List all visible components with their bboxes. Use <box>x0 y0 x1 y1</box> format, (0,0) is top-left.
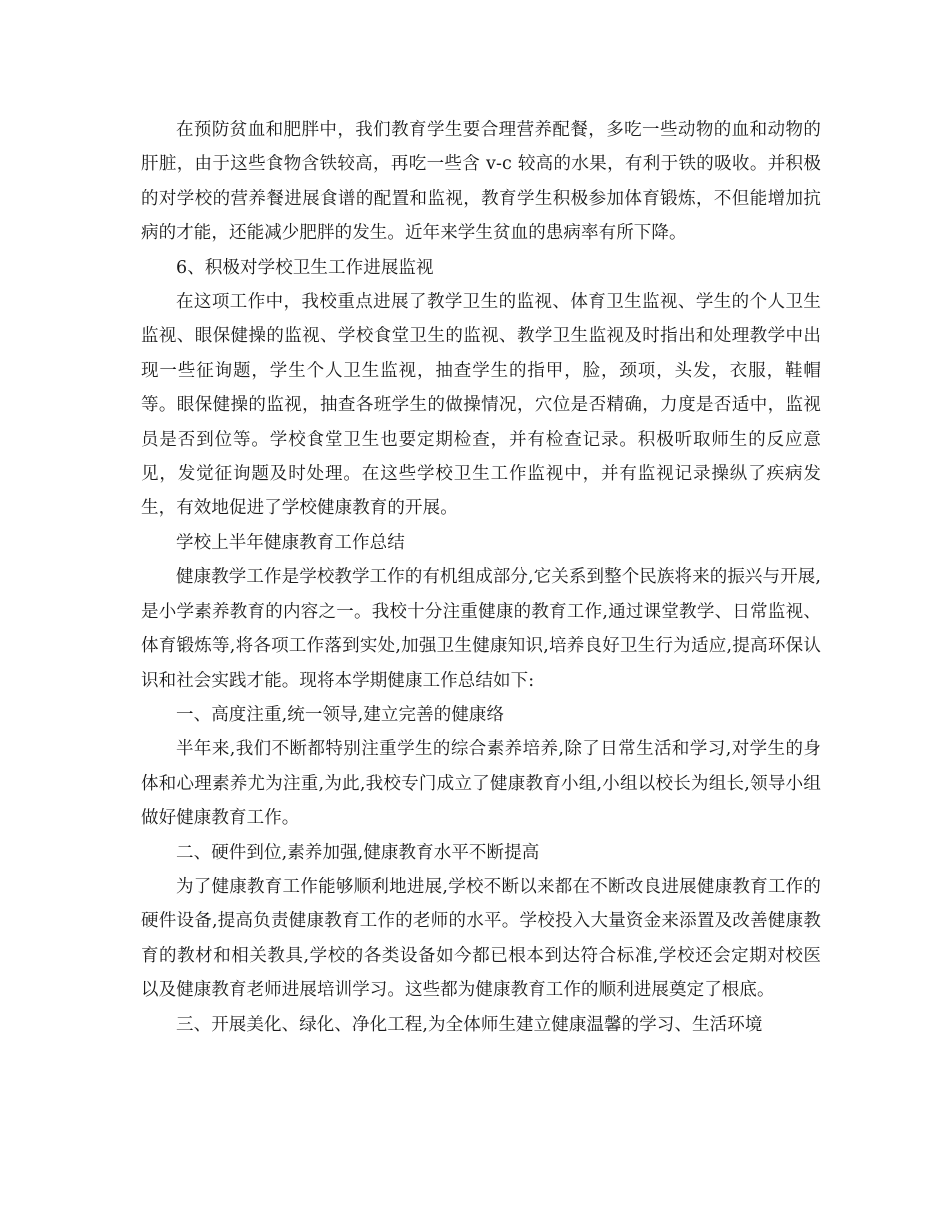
section-heading-hygiene-supervision: 6、积极对学校卫生工作进展监视 <box>176 257 434 278</box>
paragraph-leadership: 半年来,我们不断都特别注重学生的综合素养培养,除了日常生活和学习,对学生的身体和心理素养尤为注重,为此,我校专门成立了健康教育小组,小组以校长为组长,领导小组做好健康教育工作。 <box>141 739 821 829</box>
document-body <box>141 113 821 1042</box>
paragraph-hygiene-supervision: 在这项工作中，我校重点进展了教学卫生的监视、体育卫生监视、学生的个人卫生监视、眼保健操的监视、学校食堂卫生的监视、教学卫生监视及时指出和处理教学中出现一些征询题，学生个人卫生监视，抽查学生的指甲，脸，颈项，头发，衣服，鞋帽等。眼保健操的监视，抽查各班学生的做操情况，穴位是否精确，力度是否适中，监视员是否到位等。学校食堂卫生也要定期检查，并有检查记录。积极听取师生的反应意见，发觉征询题及时处理。在这些学校卫生工作监视中，并有监视记录操纵了疾病发生，有效地促进了学校健康教育的开展。 <box>141 292 821 519</box>
document-subtitle: 学校上半年健康教育工作总结 <box>176 532 405 553</box>
section-heading-leadership: 一、高度注重,统一领导,建立完善的健康络 <box>176 704 505 725</box>
paragraph-intro: 健康教学工作是学校教学工作的有机组成部分,它关系到整个民族将来的振兴与开展,是小学素养教育的内容之一。我校十分注重健康的教育工作,通过课堂教学、日常监视、体育锻炼等,将各项工作落到实处,加强卫生健康知识,培养良好卫生行为适应,提高环保认识和社会实践才能。现将本学期健康工作总结如下: <box>141 567 821 691</box>
paragraph-anemia-obesity: 在预防贫血和肥胖中，我们教育学生要合理营养配餐，多吃一些动物的血和动物的肝脏，由于这些食物含铁较高，再吃一些含 v-c 较高的水果，有利于铁的吸收。并积极的对学校的营养餐进展食谱的配置和监视，教育学生积极参加体育锻炼，不但能增加抗病的才能，还能减少肥胖的发生。近年来学生贫血的患病率有所下降。 <box>141 120 821 244</box>
section-heading-hardware: 二、硬件到位,素养加强,健康教育水平不断提高 <box>176 842 540 863</box>
section-heading-environment: 三、开展美化、绿化、净化工程,为全体师生建立健康温馨的学习、生活环境 <box>176 1014 763 1035</box>
paragraph-hardware: 为了健康教育工作能够顺利地进展,学校不断以来都在不断改良进展健康教育工作的硬件设备,提高负责健康教育工作的老师的水平。学校投入大量资金来添置及改善健康教育的教材和相关教具,学校的各类设备如今都已根本到达符合标准,学校还会定期对校医以及健康教育老师进展培训学习。这些都为健康教育工作的顺利进展奠定了根底。 <box>141 876 821 1001</box>
